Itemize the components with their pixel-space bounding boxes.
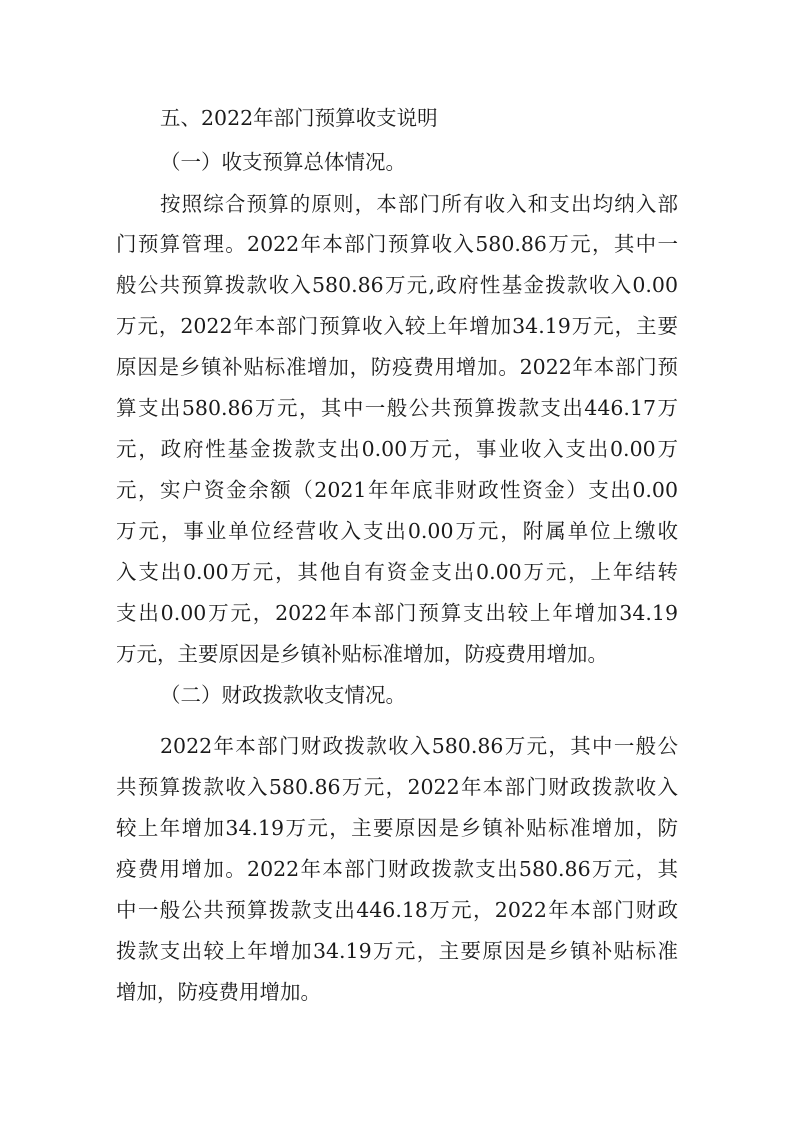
- paragraph-1-line: 万元，主要原因是乡镇补贴标准增加，防疫费用增加。: [116, 642, 608, 666]
- paragraph-1-line: 算支出580.86万元，其中一般公共预算拨款支出446.17万: [116, 396, 678, 420]
- paragraph-2-line: 中一般公共预算拨款支出446.18万元，2022年本部门财政: [116, 898, 678, 922]
- paragraph-1-line: 支出0.00万元，2022年本部门预算支出较上年增加34.19: [116, 601, 678, 625]
- paragraph-1-line: 入支出0.00万元，其他自有资金支出0.00万元，上年结转: [116, 560, 678, 584]
- paragraph-1-line: 按照综合预算的原则，本部门所有收入和支出均纳入部: [160, 192, 678, 216]
- paragraph-2-line: 2022年本部门财政拨款收入580.86万元，其中一般公: [160, 734, 678, 758]
- paragraph-2-line: 共预算拨款收入580.86万元，2022年本部门财政拨款收入: [116, 775, 678, 799]
- paragraph-1-line: 门预算管理。2022年本部门预算收入580.86万元，其中一: [116, 232, 678, 256]
- paragraph-2-line: 拨款支出较上年增加34.19万元，主要原因是乡镇补贴标准: [116, 939, 678, 963]
- section-title: 五、2022年部门预算收支说明: [160, 106, 438, 130]
- paragraph-1-line: 般公共预算拨款收入580.86万元,政府性基金拨款收入0.00: [116, 273, 678, 297]
- paragraph-2-line: 较上年增加34.19万元，主要原因是乡镇补贴标准增加，防: [116, 816, 678, 840]
- paragraph-1-line: 万元，事业单位经营收入支出0.00万元，附属单位上缴收: [116, 519, 678, 543]
- paragraph-1-line: 元，实户资金余额（2021年年底非财政性资金）支出0.00: [116, 478, 678, 502]
- paragraph-2-line: 疫费用增加。2022年本部门财政拨款支出580.86万元，其: [116, 857, 678, 881]
- paragraph-1-line: 万元，2022年本部门预算收入较上年增加34.19万元，主要: [116, 314, 678, 338]
- subsection-2-title: （二）财政拨款收支情况。: [160, 683, 406, 707]
- subsection-1-title: （一）收支预算总体情况。: [160, 150, 406, 174]
- paragraph-1-line: 原因是乡镇补贴标准增加，防疫费用增加。2022年本部门预: [116, 355, 678, 379]
- paragraph-2-line: 增加，防疫费用增加。: [116, 980, 321, 1004]
- paragraph-1-line: 元，政府性基金拨款支出0.00万元，事业收入支出0.00万: [116, 437, 678, 461]
